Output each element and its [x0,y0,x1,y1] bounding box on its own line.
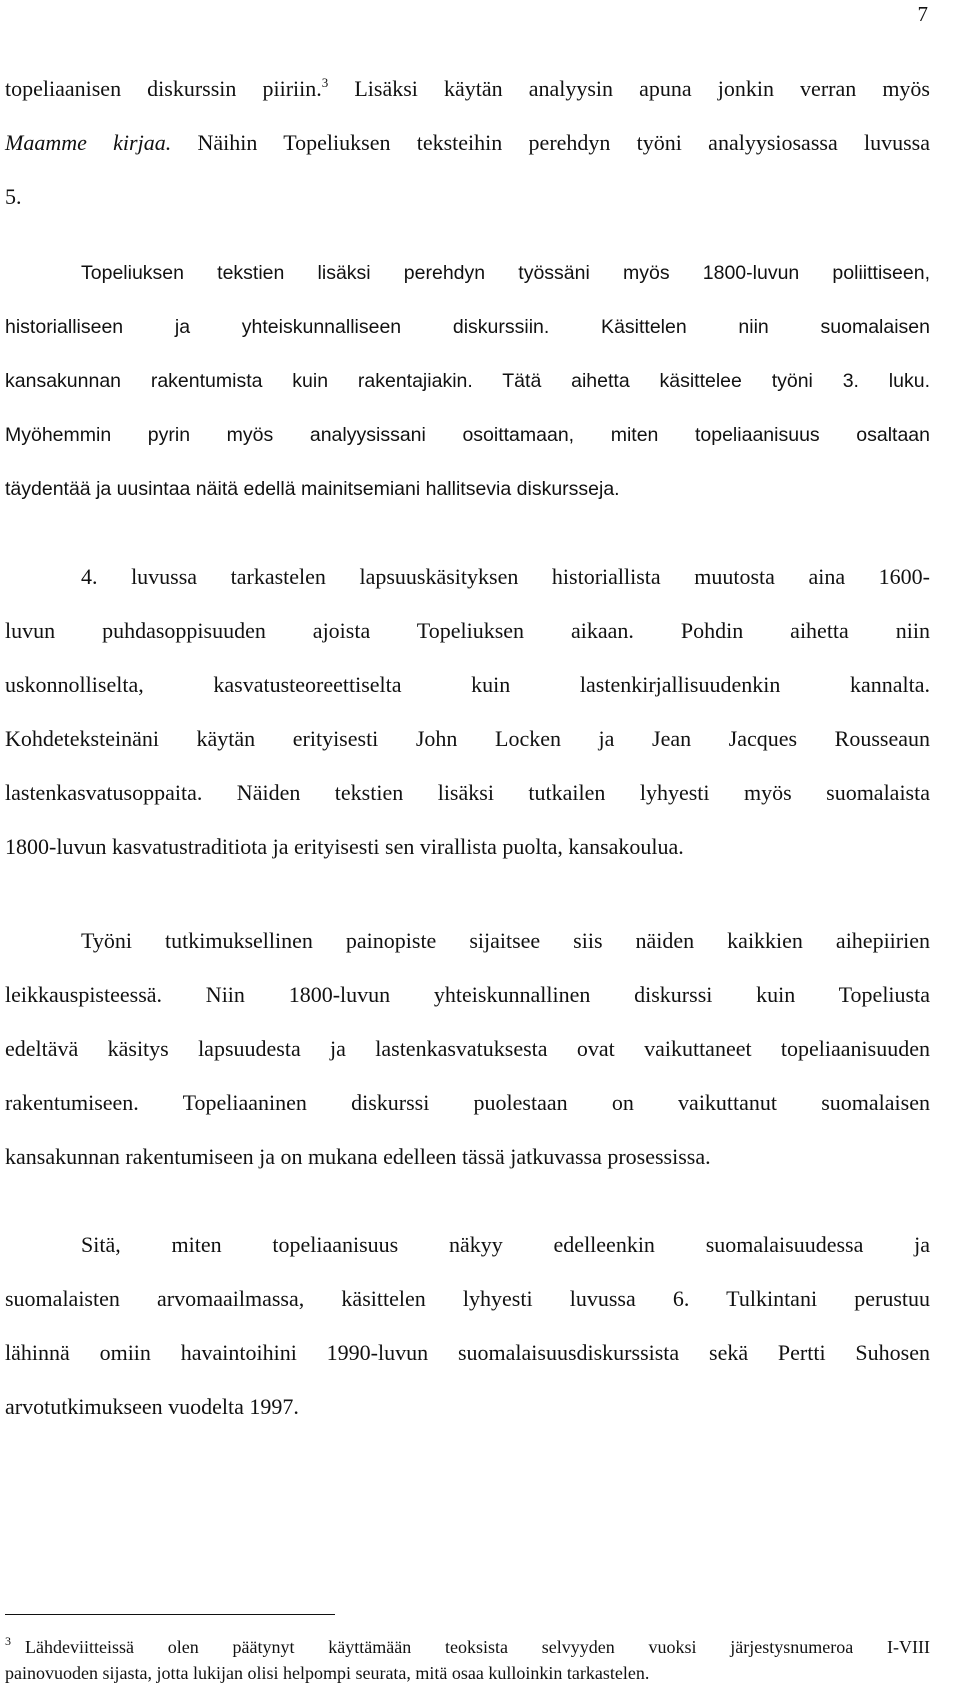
paragraph-4 [5,926,930,1172]
text-line: Myöhemmin pyrin myös analyysissani osoittamaan, miten topeliaanisuus osaltaan [5,424,930,446]
paragraph-1 [5,74,930,212]
text-line: täydentää ja uusintaa näitä edellä mainitsemiani hallitsevia diskursseja. [5,478,620,500]
text-line: 4. luvussa tarkastelen lapsuuskäsityksen historiallista muutosta aina 1600- [81,564,930,589]
text-line: suomalaisten arvomaailmassa, käsittelen lyhyesti luvussa 6. Tulkintani perustuu [5,1286,930,1311]
footnote-divider [5,1614,335,1615]
footnote-mark: 3 [5,1634,11,1648]
text-line: kansakunnan rakentumista kuin rakentajiakin. Tätä aihetta käsittelee työni 3. luku. [5,370,930,392]
text-line: leikkauspisteessä. Niin 1800-luvun yhteiskunnallinen diskurssi kuin Topeliusta [5,982,930,1007]
page-number: 7 [917,2,928,26]
text-line: 1800-luvun kasvatustraditiota ja erityisesti sen virallista puolta, kansakoulua. [5,834,684,859]
text-line: kansakunnan rakentumiseen ja on mukana edelleen tässä jatkuvassa prosessissa. [5,1144,711,1169]
text-line: edeltävä käsitys lapsuudesta ja lastenkasvatuksesta ovat vaikuttaneet topeliaanisuuden [5,1036,930,1061]
text-line [5,128,930,158]
text-line [5,74,930,104]
book-title: Maamme kirjaa. [5,130,172,155]
text-line: Sitä, miten topeliaanisuus näkyy edelleenkin suomalaisuudessa ja [81,1232,930,1257]
text-line: arvotutkimukseen vuodelta 1997. [5,1394,299,1419]
paragraph-3 [5,562,930,862]
text-line: luvun puhdasoppisuuden ajoista Topeliuksen aikaan. Pohdin aihetta niin [5,618,930,643]
text-span: Lähdeviitteissä olen päätynyt käyttämään teoksista selvyyden vuoksi järjestysnumeroa I-VIII [25,1637,930,1657]
text-line: lähinnä omiin havaintoihini 1990-luvun suomalaisuusdiskurssista sekä Pertti Suhosen [5,1340,930,1365]
text-line: painovuoden sijasta, jotta lukijan olisi helpompi seurata, mitä osaa kulloinkin tarkastelen. [5,1663,650,1683]
text-line: Topeliuksen tekstien lisäksi perehdyn työssäni myös 1800-luvun poliittiseen, [81,262,930,284]
text-line: Työni tutkimuksellinen painopiste sijaitsee siis näiden kaikkien aihepiirien [81,928,930,953]
text-span: Näihin Topeliuksen teksteihin perehdyn työni analyysiosassa luvussa [171,130,930,155]
footnote-reference: 3 [321,75,329,90]
text-line: uskonnolliselta, kasvatusteoreettiselta kuin lastenkirjallisuudenkin kannalta. [5,672,930,697]
text-line: lastenkasvatusoppaita. Näiden tekstien lisäksi tutkailen lyhyesti myös suomalaista [5,780,930,805]
text-line: rakentumiseen. Topeliaaninen diskurssi puolestaan on vaikuttanut suomalaisen [5,1090,930,1115]
paragraph-5 [5,1230,930,1422]
paragraph-2 [5,258,930,504]
text-line: 5. [5,184,22,209]
text-line [5,1634,930,1660]
footnote [5,1634,930,1686]
text-span: Lisäksi käytän analyysin apuna jonkin verran myös [328,76,930,101]
text-span: topeliaanisen diskurssin piiriin. [5,76,322,101]
text-line: historialliseen ja yhteiskunnalliseen diskurssiin. Käsittelen niin suomalaisen [5,316,930,338]
text-line: Kohdeteksteinäni käytän erityisesti John Locken ja Jean Jacques Rousseaun [5,726,930,751]
